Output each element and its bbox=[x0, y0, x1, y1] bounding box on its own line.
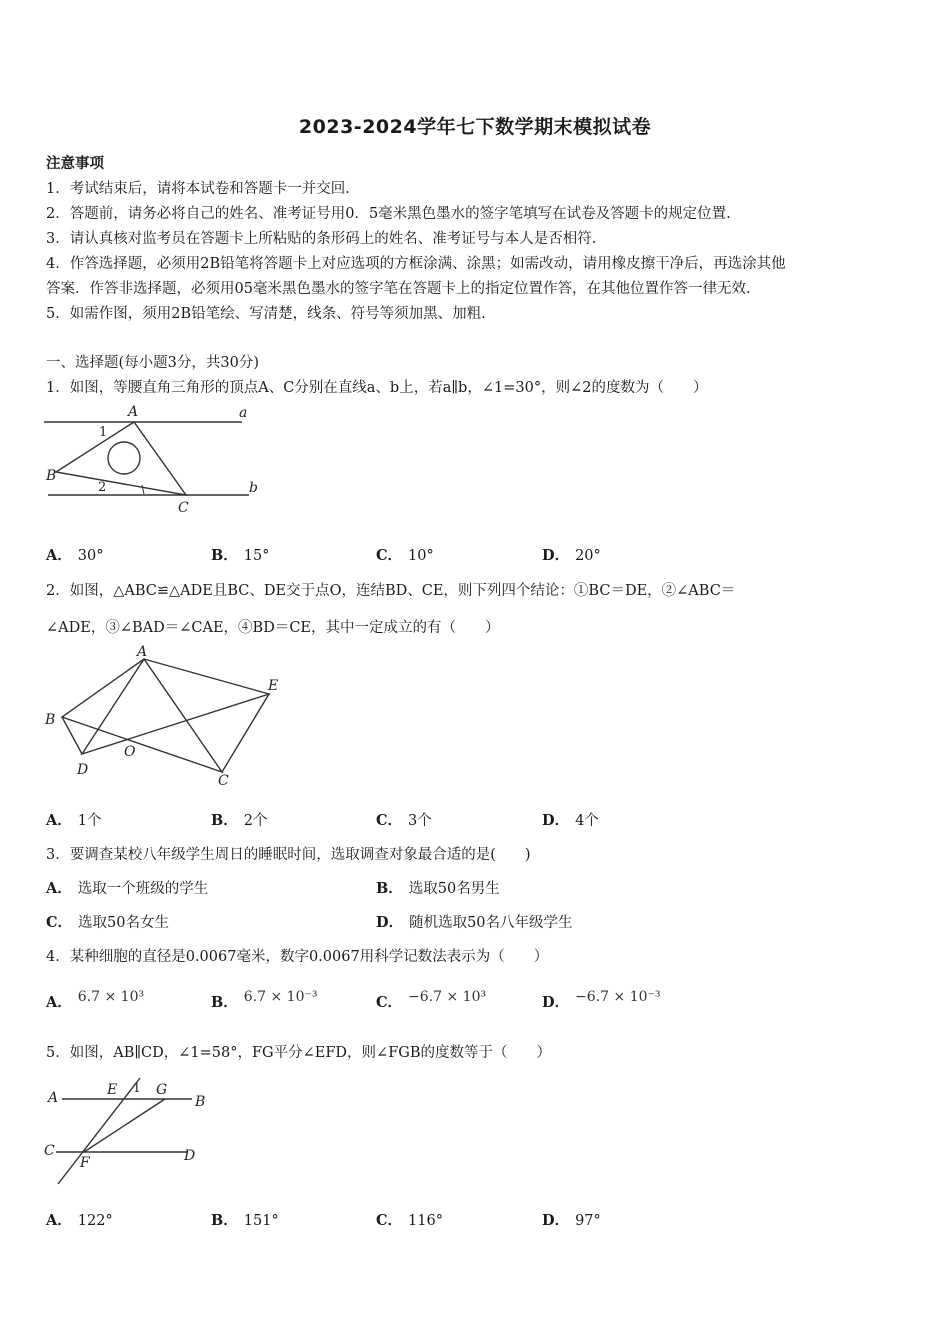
transversal-ef bbox=[58, 1078, 140, 1184]
math-expression: 6.7 × 10⁻³ bbox=[243, 989, 318, 1005]
question-1-figure bbox=[44, 400, 274, 520]
label-2: 2 bbox=[98, 480, 107, 495]
option-d: D． 97° bbox=[542, 1212, 601, 1229]
circle-shape bbox=[108, 442, 140, 474]
question-4-text: 4．某种细胞的直径是0.0067毫米，数字0.0067用科学记数法表示为（ ） bbox=[46, 949, 549, 965]
option-a: A． 选取一个班级的学生 bbox=[46, 880, 209, 897]
question-5-text: 5．如图，AB∥CD，∠1=58°，FG平分∠EFD，则∠FGB的度数等于（ ） bbox=[46, 1045, 552, 1061]
label-D: D bbox=[184, 1148, 196, 1164]
section-heading: 一、选择题(每小题3分，共30分) bbox=[46, 355, 259, 371]
triangle-abc bbox=[62, 659, 222, 772]
option-d: D． 随机选取50名八年级学生 bbox=[376, 914, 573, 931]
question-1-text: 1．如图，等腰直角三角形的顶点A、C分别在直线a、b上，若a∥b，∠1=30°，则∠2的度数为（ ） bbox=[46, 380, 708, 396]
math-expression: 6.7 × 10³ bbox=[77, 989, 145, 1005]
question-3-text: 3．要调查某校八年级学生周日的睡眠时间，选取调查对象最合适的是( ) bbox=[46, 847, 531, 863]
triangle-abc bbox=[56, 422, 186, 495]
math-expression: −6.7 × 10⁻³ bbox=[575, 989, 661, 1005]
label-A: A bbox=[128, 404, 139, 420]
label-F: F bbox=[80, 1155, 90, 1171]
notice-item: 答案．作答非选择题，必须用05毫米黑色墨水的签字笔在答题卡上的指定位置作答，在其他位置作答一律无效. bbox=[46, 281, 751, 297]
question-2-text-line1: 2．如图，△ABC≌△ADE且BC、DE交于点O，连结BD、CE，则下列四个结论：①BC＝DE，②∠ABC＝ bbox=[46, 583, 736, 599]
option-b: B． 2个 bbox=[211, 812, 268, 829]
option-a: A． 1个 bbox=[46, 812, 102, 829]
notice-item: 2．答题前，请务必将自己的姓名、准考证号用0．5毫米黑色墨水的签字笔填写在试卷及答题卡的规定位置. bbox=[46, 206, 731, 222]
label-C: C bbox=[178, 500, 189, 516]
option-b: B． 6.7 × 10⁻³ bbox=[211, 989, 318, 1011]
notice-item: 3．请认真核对监考员在答题卡上所粘贴的条形码上的姓名、准考证号与本人是否相符. bbox=[46, 231, 597, 247]
question-5-figure bbox=[42, 1072, 217, 1187]
option-c: C． −6.7 × 10³ bbox=[376, 989, 487, 1011]
option-d: D． 20° bbox=[542, 547, 601, 564]
option-c: C． 10° bbox=[376, 547, 434, 564]
label-O: O bbox=[124, 744, 136, 760]
label-C: C bbox=[218, 773, 229, 789]
label-A: A bbox=[48, 1090, 59, 1106]
option-c: C． 选取50名女生 bbox=[46, 914, 169, 931]
option-a: A． 6.7 × 10³ bbox=[46, 989, 145, 1011]
option-a: A． 122° bbox=[46, 1212, 113, 1229]
notice-heading: 注意事项 bbox=[46, 155, 104, 172]
option-b: B． 151° bbox=[211, 1212, 279, 1229]
question-2-text-line2: ∠ADE，③∠BAD＝∠CAE，④BD＝CE，其中一定成立的有（ ） bbox=[46, 620, 500, 636]
question-2-figure bbox=[42, 642, 287, 790]
notice-item: 1．考试结束后，请将本试卷和答题卡一并交回. bbox=[46, 181, 350, 197]
label-B: B bbox=[195, 1094, 206, 1110]
label-C: C bbox=[44, 1143, 55, 1159]
option-b: B． 15° bbox=[211, 547, 270, 564]
math-expression: −6.7 × 10³ bbox=[408, 989, 487, 1005]
label-B: B bbox=[46, 468, 57, 484]
label-A: A bbox=[137, 644, 148, 660]
label-B: B bbox=[45, 712, 56, 728]
option-a: A． 30° bbox=[46, 547, 104, 564]
notice-item: 4．作答选择题，必须用2B铅笔将答题卡上对应选项的方框涂满、涂黑；如需改动，请用橡皮擦干净后，再选涂其他 bbox=[46, 256, 786, 272]
segment-ce bbox=[222, 694, 269, 772]
option-d: D． 4个 bbox=[542, 812, 599, 829]
option-b: B． 选取50名男生 bbox=[376, 880, 500, 897]
label-D: D bbox=[77, 762, 89, 778]
option-d: D． −6.7 × 10⁻³ bbox=[542, 989, 661, 1011]
notice-item: 5．如需作图，须用2B铅笔绘、写清楚，线条、符号等须加黑、加粗. bbox=[46, 306, 486, 322]
label-E: E bbox=[107, 1082, 118, 1098]
label-1: 1 bbox=[99, 425, 108, 440]
option-c: C． 3个 bbox=[376, 812, 432, 829]
label-1: 1 bbox=[133, 1081, 141, 1095]
label-a: a bbox=[239, 405, 248, 421]
segment-fg bbox=[84, 1099, 165, 1152]
label-b: b bbox=[249, 480, 258, 496]
label-G: G bbox=[156, 1082, 168, 1098]
option-c: C． 116° bbox=[376, 1212, 443, 1229]
page-title: 2023-2024学年七下数学期末模拟试卷 bbox=[298, 116, 652, 138]
label-E: E bbox=[268, 678, 279, 694]
